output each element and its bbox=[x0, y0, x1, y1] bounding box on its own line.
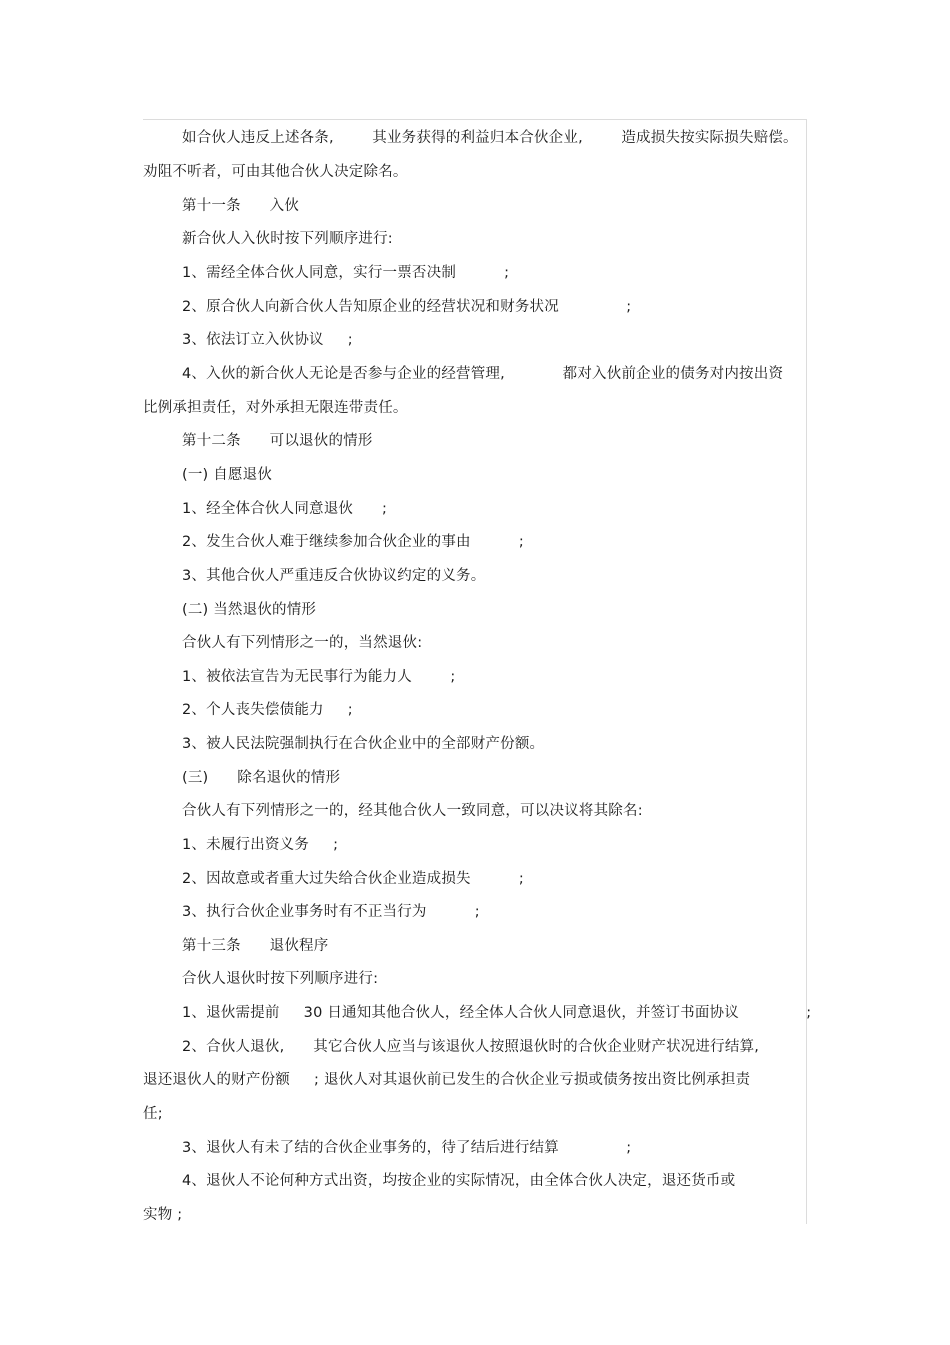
subsection-heading: (二) 当然退伙的情形 bbox=[182, 602, 317, 618]
list-item: 1、需经全体合伙人同意，实行一票否决制 ; bbox=[182, 265, 510, 281]
list-item: 3、被人民法院强制执行在合伙企业中的全部财产份额。 bbox=[182, 736, 545, 752]
list-item: 2、因故意或者重大过失给合伙企业造成损失 ; bbox=[182, 871, 524, 887]
list-item: 3、退伙人有未了结的合伙企业事务的，待了结后进行结算 ; bbox=[182, 1140, 632, 1156]
list-item: 1、退伙需提前 30 日通知其他合伙人，经全体人合伙人同意退伙，并签订书面协议 ; bbox=[182, 1005, 812, 1021]
text-line: 合伙人退伙时按下列顺序进行: bbox=[182, 971, 379, 987]
text-line: 合伙人有下列情形之一的，经其他合伙人一致同意，可以决议将其除名: bbox=[182, 803, 643, 819]
text-line: 实物 ; bbox=[143, 1207, 183, 1223]
list-item: 4、退伙人不论何种方式出资，均按企业的实际情况，由全体合伙人决定，退还货币或 bbox=[182, 1173, 736, 1189]
list-item: 2、个人丧失偿债能力 ; bbox=[182, 702, 353, 718]
text-line: 如合伙人违反上述各条, 其业务获得的利益归本合伙企业, 造成损失按实际损失赔偿。 bbox=[182, 130, 798, 146]
section-heading: 第十三条 退伙程序 bbox=[182, 938, 329, 954]
text-line: 退还退伙人的财产份额 ; 退伙人对其退伙前已发生的合伙企业亏损或债务按出资比例承担责 bbox=[143, 1072, 751, 1088]
text-line: 劝阻不听者，可由其他合伙人决定除名。 bbox=[143, 164, 408, 180]
section-heading: 第十一条 入伙 bbox=[182, 198, 300, 214]
list-item: 1、被依法宣告为无民事行为能力人 ; bbox=[182, 669, 456, 685]
list-item: 4、入伙的新合伙人无论是否参与企业的经营管理, 都对入伙前企业的债务对内按出资 bbox=[182, 366, 784, 382]
list-item: 2、合伙人退伙, 其它合伙人应当与该退伙人按照退伙时的合伙企业财产状况进行结算, bbox=[182, 1039, 760, 1055]
text-line: 比例承担责任，对外承担无限连带责任。 bbox=[143, 400, 408, 416]
list-item: 2、发生合伙人难于继续参加合伙企业的事由 ; bbox=[182, 534, 524, 550]
section-heading: 第十二条 可以退伙的情形 bbox=[182, 433, 373, 449]
list-item: 3、依法订立入伙协议 ; bbox=[182, 332, 353, 348]
text-line: 合伙人有下列情形之一的，当然退伙: bbox=[182, 635, 423, 651]
text-line: 新合伙人入伙时按下列顺序进行: bbox=[182, 231, 393, 247]
list-item: 1、经全体合伙人同意退伙 ; bbox=[182, 501, 388, 517]
list-item: 3、其他合伙人严重违反合伙协议约定的义务。 bbox=[182, 568, 486, 584]
list-item: 1、未履行出资义务 ; bbox=[182, 837, 339, 853]
text-line: 任; bbox=[143, 1106, 163, 1122]
list-item: 2、原合伙人向新合伙人告知原企业的经营状况和财务状况 ; bbox=[182, 299, 632, 315]
subsection-heading: (一) 自愿退伙 bbox=[182, 467, 273, 483]
list-item: 3、执行合伙企业事务时有不正当行为 ; bbox=[182, 904, 480, 920]
subsection-heading: (三) 除名退伙的情形 bbox=[182, 770, 341, 786]
